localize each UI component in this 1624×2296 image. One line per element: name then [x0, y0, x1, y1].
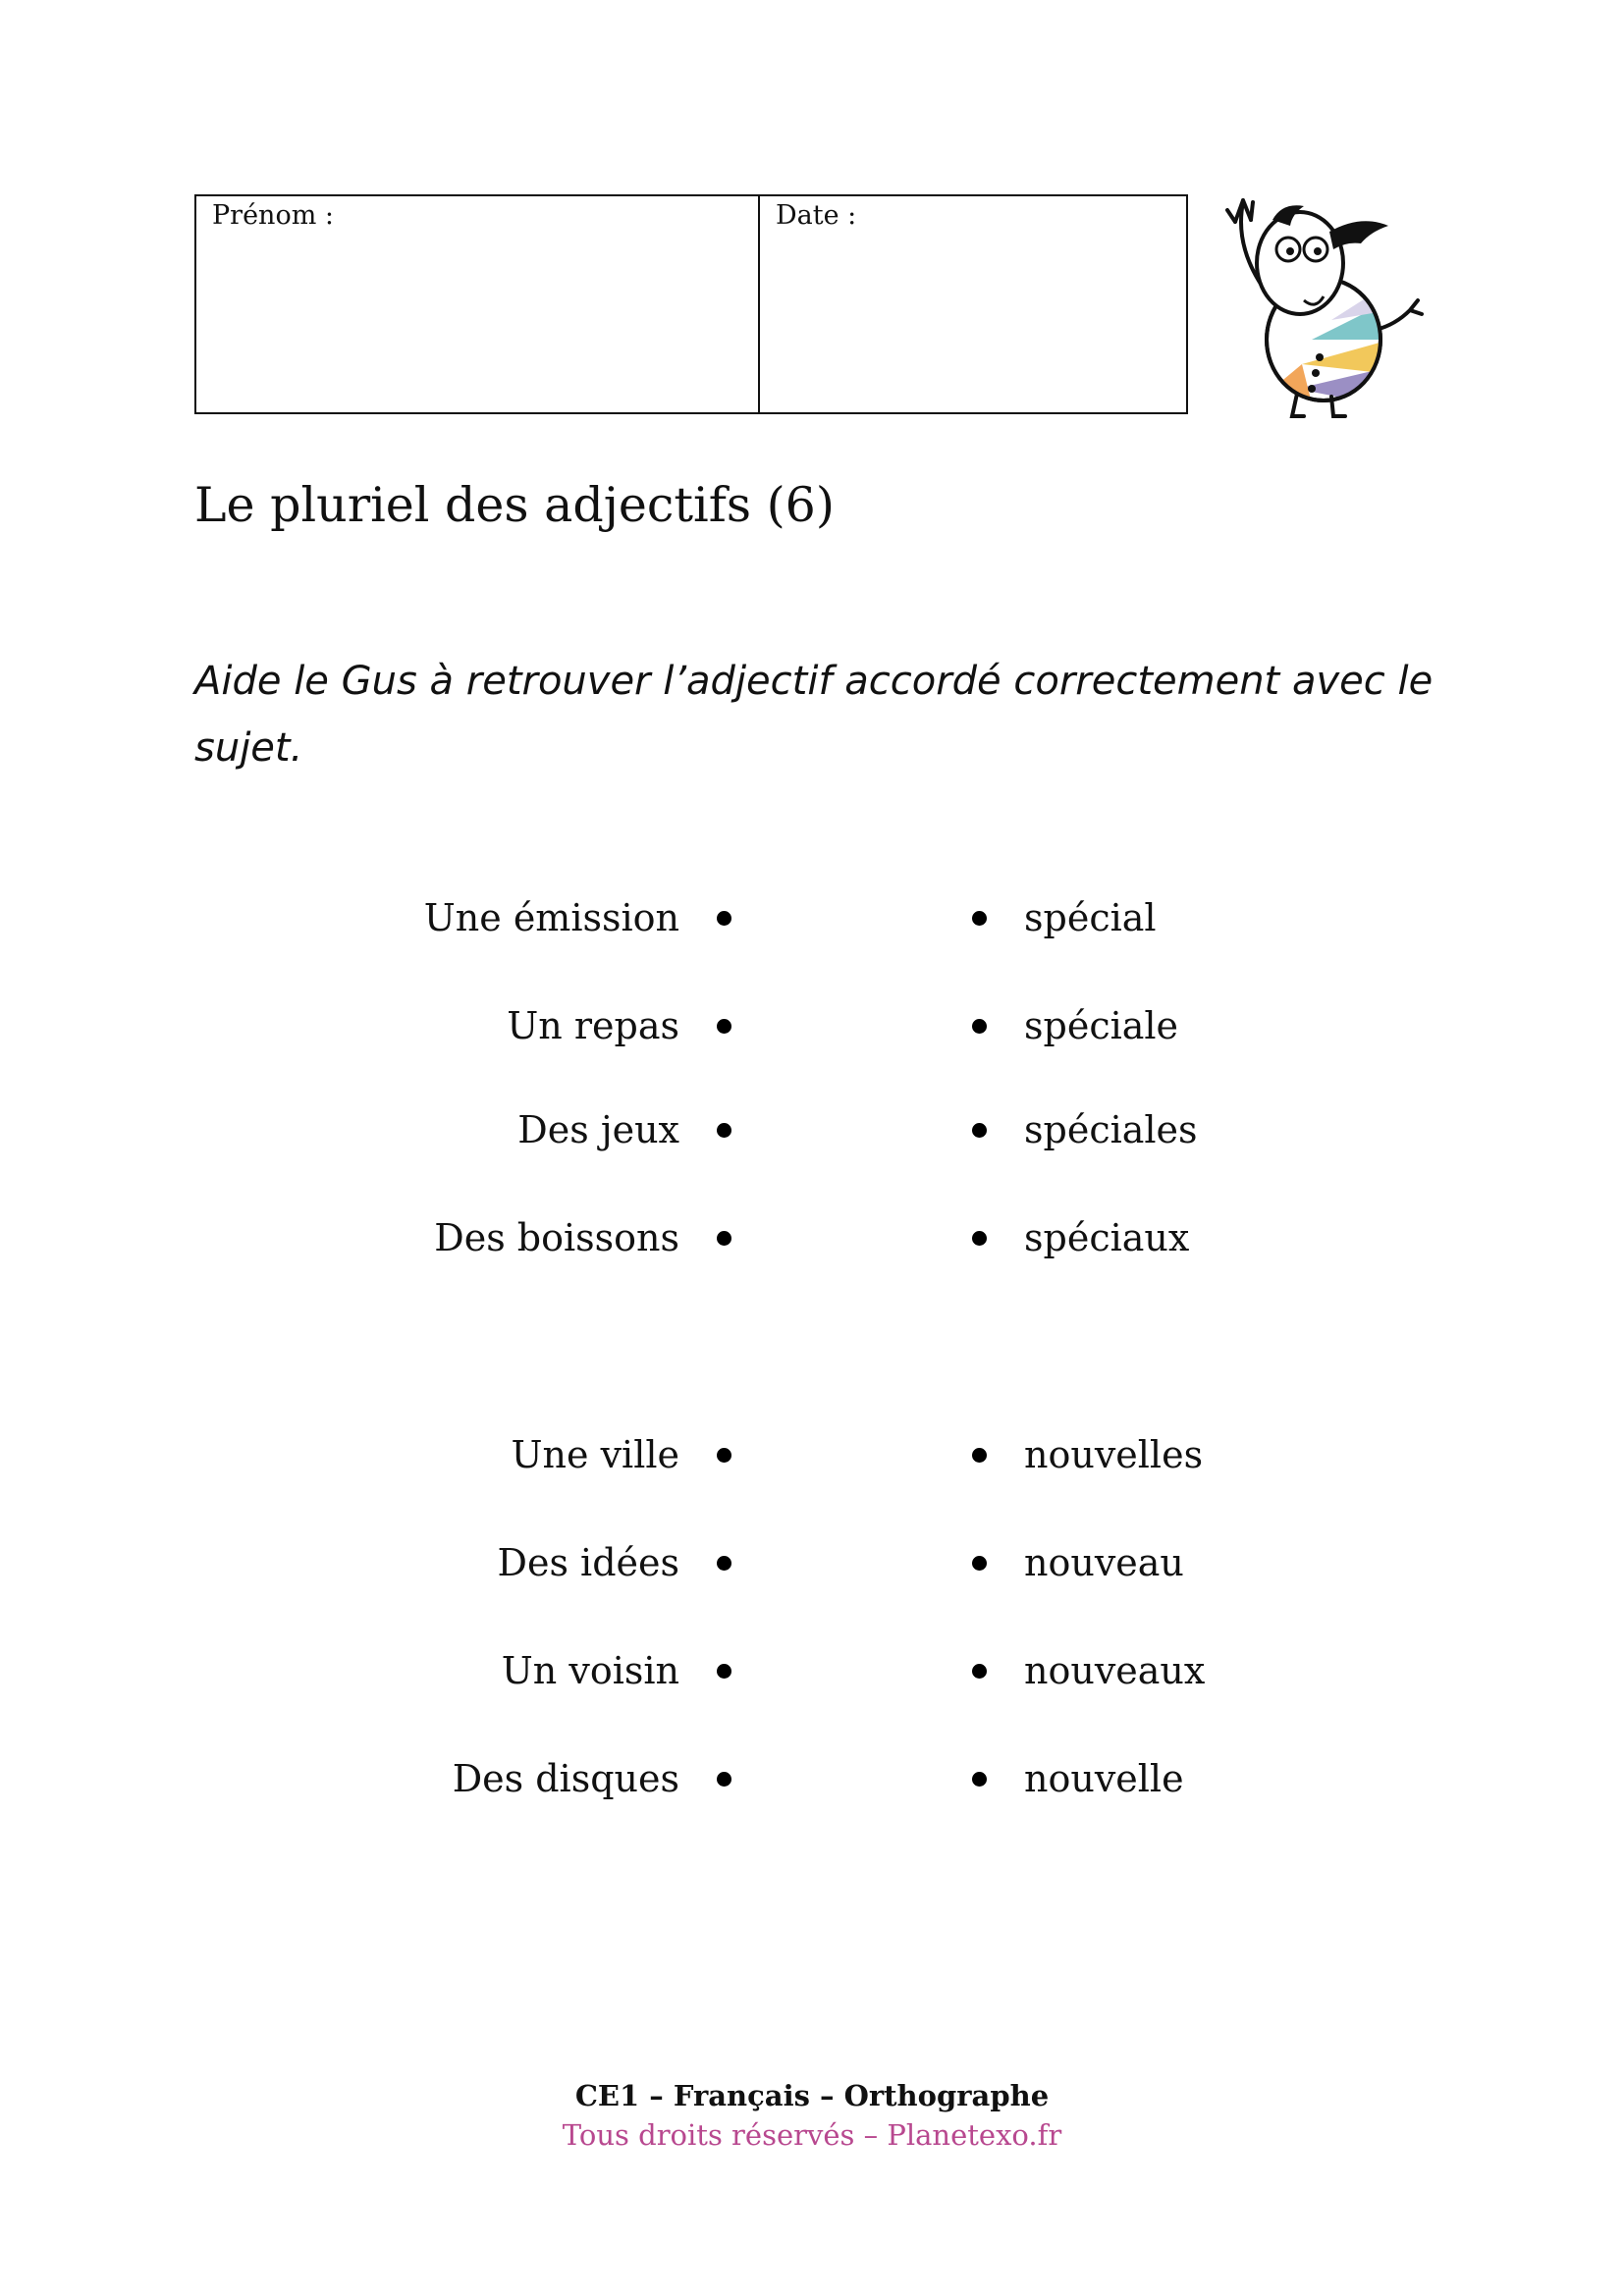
date-field[interactable] — [760, 196, 1186, 412]
adjective-dot[interactable] — [972, 911, 987, 926]
subject-label: Des boissons — [434, 1216, 679, 1259]
adjective-label: nouveau — [1024, 1541, 1184, 1584]
adjective-label: spéciales — [1024, 1108, 1198, 1151]
match-row — [0, 1754, 1624, 1803]
subject-label: Une émission — [423, 896, 679, 939]
subject-dot[interactable] — [717, 1448, 731, 1463]
page-title: Le pluriel des adjectifs (6) — [194, 477, 835, 533]
subject-label: Une ville — [511, 1433, 679, 1476]
adjective-label: spéciale — [1024, 1004, 1179, 1047]
footer-rights[interactable]: Tous droits réservés – Planetexo.fr — [562, 2118, 1062, 2152]
subject-dot[interactable] — [717, 1019, 731, 1034]
match-row — [0, 1105, 1624, 1154]
match-row — [0, 1538, 1624, 1587]
date-label: Date : — [776, 200, 857, 231]
subject-dot[interactable] — [717, 1123, 731, 1138]
adjective-dot[interactable] — [972, 1448, 987, 1463]
prenom-field[interactable] — [196, 196, 760, 412]
subject-label: Un repas — [507, 1004, 679, 1047]
adjective-dot[interactable] — [972, 1664, 987, 1679]
name-date-table — [194, 194, 1188, 414]
adjective-dot[interactable] — [972, 1123, 987, 1138]
subject-dot[interactable] — [717, 1231, 731, 1246]
adjective-dot[interactable] — [972, 1019, 987, 1034]
adjective-label: spécial — [1024, 896, 1157, 939]
adjective-label: spéciaux — [1024, 1216, 1190, 1259]
adjective-label: nouvelles — [1024, 1433, 1204, 1476]
adjective-dot[interactable] — [972, 1772, 987, 1787]
match-row — [0, 1001, 1624, 1050]
subject-dot[interactable] — [717, 911, 731, 926]
footer-title: CE1 – Français – Orthographe — [574, 2079, 1050, 2112]
adjective-label: nouvelle — [1024, 1757, 1184, 1800]
subject-dot[interactable] — [717, 1772, 731, 1787]
adjective-dot[interactable] — [972, 1556, 987, 1571]
adjective-label: nouveaux — [1024, 1649, 1206, 1692]
prenom-label: Prénom : — [212, 200, 334, 231]
match-row — [0, 1213, 1624, 1262]
subject-label: Des disques — [452, 1757, 679, 1800]
subject-label: Des jeux — [517, 1108, 679, 1151]
subject-label: Des idées — [497, 1541, 679, 1584]
subject-dot[interactable] — [717, 1664, 731, 1679]
adjective-dot[interactable] — [972, 1231, 987, 1246]
match-row — [0, 893, 1624, 942]
match-row — [0, 1646, 1624, 1695]
exercise-instruction: Aide le Gus à retrouver l’adjectif accordé correctement avec le sujet. — [194, 659, 1434, 771]
match-row — [0, 1430, 1624, 1479]
subject-dot[interactable] — [717, 1556, 731, 1571]
subject-label: Un voisin — [501, 1649, 679, 1692]
gus-mascot-icon — [1214, 192, 1432, 420]
